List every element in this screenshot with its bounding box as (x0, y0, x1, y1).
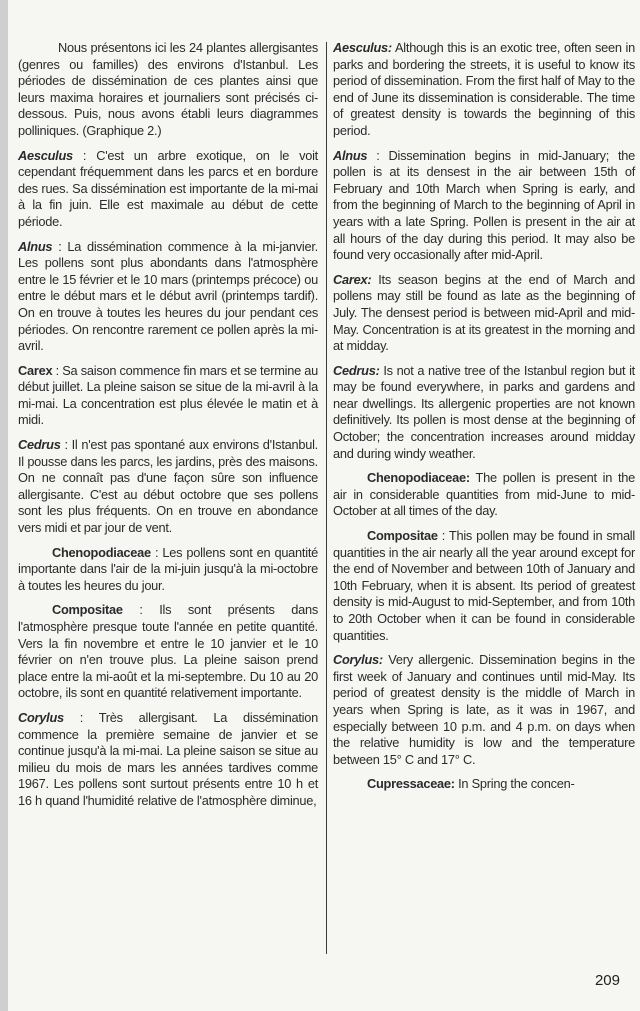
entry-text: : Ils sont présents dans l'atmosphère presque toute l'année en petite quantité. Vers la fin novembre et entre le 10 janvier et le 10 février on n'en trouve plus. La pleine saison prend place entre la mi-août et la mi-septembre. Du 10 au 20 octobre, ils sont en quantité relativement importante. (18, 602, 318, 701)
entry-text: : La dissémination commence à la mi-janvier. Les pollens sont plus abondants dans l'atmosphère entre le 15 février et le 10 mars (printemps précoce) ou entre le début mars et le début avril (printemps tardif). On en trouve à toutes les heures du jour pendant ces périodes. On rencontre rarement ce pollen après la mi-avril. (18, 238, 318, 354)
term-compositae: Compositae (52, 602, 123, 618)
french-column (18, 40, 318, 814)
entry-text: : Les pollens sont en quantité importante dans l'air de la mi-juin jusqu'à la mi-octobre à toutes les heures du jour. (18, 544, 318, 593)
term-alnus: Alnus (18, 238, 53, 254)
entry-text: In Spring the concen- (454, 776, 575, 792)
entry-corylus-fr (18, 710, 318, 810)
entry-text: Although this is an exotic tree, often seen in parks and bordering the streets, it is useful to know its period of dissemination. From the first half of May to the end of June its dissemination is considerable. The time of greatest density is towards the beginning of this period. (333, 40, 635, 138)
term-cedrus: Cedrus: (333, 362, 380, 378)
term-chenopodiaceae: Chenopodiaceae: (367, 470, 470, 486)
term-cupressaceae: Cupressaceae: (367, 776, 455, 792)
term-carex: Carex (18, 362, 53, 378)
term-compositae: Compositae (367, 528, 438, 544)
term-corylus: Corylus: (333, 652, 383, 668)
term-chenopodiaceae: Chenopodiaceae (52, 544, 151, 560)
entry-text: : C'est un arbre exotique, on le voit cependant fréquemment dans les parcs et en bordure des rues. Sa dissémination est importante de la mi-mai à la fin juin. Elle est maximale au début de cette période. (18, 147, 318, 229)
entry-chenopodiaceae-en (333, 470, 635, 520)
entry-cedrus-en (333, 363, 635, 463)
entry-text: : Sa saison commence fin mars et se termine au début juillet. La pleine saison se situe de la mi-avril à la mi-mai. La concentration est plus élevée le matin et à midi. (18, 362, 318, 428)
entry-cedrus-fr (18, 437, 318, 537)
entry-text: Very allergenic. Dissemination begins in the first week of January and continues until mid-May. Its period of greatest density is the middle of March in years when Spring is late, as it was in 1967, and especially between 10 p.m. and 4 p.m. on days when the relative humidity is low and the temperature between 15° C and 17° C. (333, 652, 635, 767)
entry-text: : Dissemination begins in mid-January; the pollen is at its densest in the air between 15th of February and 10th March when Spring is early, and from the beginning of March to the beginning of April in years with a late Spring. Pollen is present in the air at all hours of the day during this period. It may also be found very occasionally after mid-April. (333, 147, 635, 263)
entry-alnus-fr (18, 239, 318, 355)
entry-cupressaceae-en (333, 776, 635, 793)
column-divider (326, 42, 327, 954)
entry-chenopodiaceae-fr (18, 545, 318, 595)
term-aesculus: Aesculus (18, 147, 73, 163)
entry-corylus-en (333, 652, 635, 768)
entry-alnus-en (333, 148, 635, 264)
entry-text: : Il n'est pas spontané aux environs d'Istanbul. Il pousse dans les parcs, les jardins, près des maisons. On ne connaît pas d'une façon sûre son influence allergisante. C'est au début octobre que ses pollens sont les plus fréquents. On en trouve en abondance vers midi et par jour de vent. (18, 437, 318, 536)
entry-text: Is not a native tree of the Istanbul region but it may be found everywhere, in parks and gardens and near dwellings. Its allergenic properties are not known definitively. Its pollen is most dense at the beginning of October; the concentration increases around midday and during windy weather. (333, 362, 635, 461)
entry-text: : Très allergisant. La dissémination commence la première semaine de janvier et se continue jusqu'à la mi-mai. La pleine saison se situe au milieu du mois de mars les années tardives comme 1967. Les pollens sont surtout présents entre 10 h et 16 h quand l'humidité relative de l'atmosphère diminue, (18, 709, 318, 808)
entry-text: The pollen is present in the air in considerable quantities from mid-June to mid-October at all times of the day. (333, 470, 635, 519)
intro-paragraph (18, 40, 318, 140)
english-column (333, 40, 635, 797)
entry-compositae-en (333, 528, 635, 644)
entry-carex-en (333, 272, 635, 355)
intro-text: Nous présentons ici les 24 plantes allergisantes (genres ou familles) des environs d'Istanbul. Les périodes de dissémination de ces plantes ainsi que leurs maxima horaires et journaliers sont précisés ci-dessous. Puis, nous avons établi leurs diagrammes polliniques. (Graphique 2.) (18, 40, 318, 138)
entry-aesculus-en (333, 40, 635, 140)
term-cedrus: Cedrus (18, 437, 61, 453)
page-number: 209 (594, 972, 620, 989)
term-aesculus: Aesculus: (333, 40, 392, 55)
entry-carex-fr (18, 363, 318, 429)
entry-text: Its season begins at the end of March and pollens may still be found as late as the beginning of July. The densest period is between mid-April and mid-May. Concentration is at its greatest in the morning and at midday. (333, 271, 635, 354)
term-alnus: Alnus (333, 147, 368, 163)
entry-aesculus-fr (18, 148, 318, 231)
term-carex: Carex: (333, 271, 372, 287)
term-corylus: Corylus (18, 709, 64, 725)
entry-compositae-fr (18, 602, 318, 702)
entry-text: : This pollen may be found in small quantities in the air nearly all the year around except for the end of November and between 10th of January and 10th February, when it is absent. Its period of greatest density is mid-August to mid-September, and from 10th to 20th October when it can be found in considerable quantities. (333, 528, 635, 643)
